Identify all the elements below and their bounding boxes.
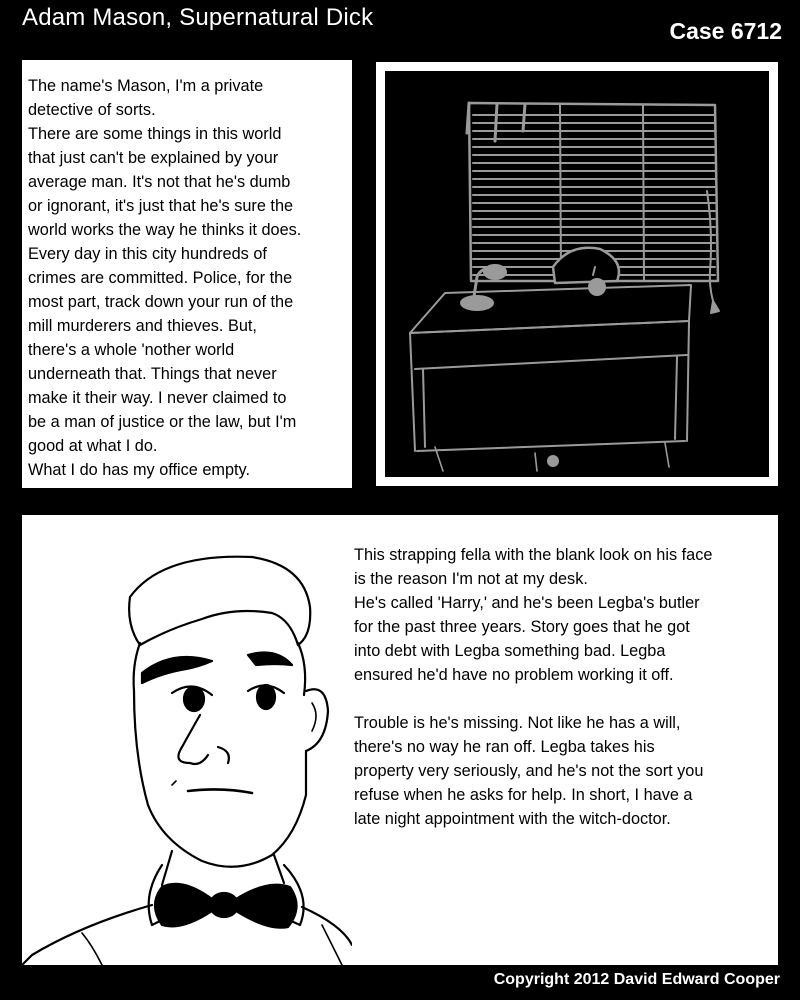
nose [178,715,208,764]
narration-line: or ignorant, it's just that he's sure the [28,197,294,215]
narration-line: there's a whole 'nother world [28,341,235,359]
narration-line: there's no way he ran off. Legba takes his [354,738,655,756]
narration-line: is the reason I'm not at my desk. [354,570,588,588]
face-outline [134,691,306,867]
hair [129,557,310,645]
narration-line: most part, track down your run of the [28,293,294,311]
ear [306,689,328,751]
narration-line: crimes are committed. Police, for the [28,269,293,287]
narration-line: What I do has my office empty. [28,461,250,479]
narration-line: into debt with Legba something bad. Legba [354,642,666,660]
desk [410,285,691,471]
narration-line: ensured he'd have no problem working it off. [354,666,674,684]
narration-line: This strapping fella with the blank look on his face [354,546,713,564]
narration-line: Every day in this city hundreds of [28,245,267,263]
narration-line: refuse when he asks for help. In short, I have a [354,786,693,804]
office-panel [376,62,778,486]
desk-lamp [461,265,506,310]
narration-line: underneath that. Things that never [28,365,277,383]
narration-line: make it their way. I never claimed to [28,389,287,407]
narration-line: late night appointment with the witch-doctor. [354,810,671,828]
narration-line: He's called 'Harry,' and he's been Legba's butler [354,594,700,612]
case-number: Case 6712 [669,18,782,44]
narration-line: that just can't be explained by your [28,149,279,167]
narration-line: average man. It's not that he's dumb [28,173,291,191]
copyright-notice: Copyright 2012 David Edward Cooper [493,971,780,988]
bow-tie [155,884,297,928]
narration-line: The name's Mason, I'm a private [28,77,264,95]
narration-line: mill murderers and thieves. But, [28,317,257,335]
narration-line: property very seriously, and he's not the sort you [354,762,704,780]
narration-line: for the past three years. Story goes that he got [354,618,690,636]
paragraph-gap [354,687,769,711]
harry-panel [22,515,778,965]
narration-line: Trouble is he's missing. Not like he has a will, [354,714,681,732]
narration-line: world works the way he thinks it does. [28,221,302,239]
mouth [188,789,252,793]
office-desk-illustration [385,71,769,477]
narration-line: detective of sorts. [28,101,156,119]
narration-line: good at what I do. [28,437,158,455]
narration-line: be a man of justice or the law, but I'm [28,413,297,431]
narration-panel [22,60,352,488]
narration-line: There are some things in this world [28,125,282,143]
harry-narration [354,543,769,831]
harry-portrait [22,515,352,965]
comic-title: Adam Mason, Supernatural Dick [22,4,374,31]
